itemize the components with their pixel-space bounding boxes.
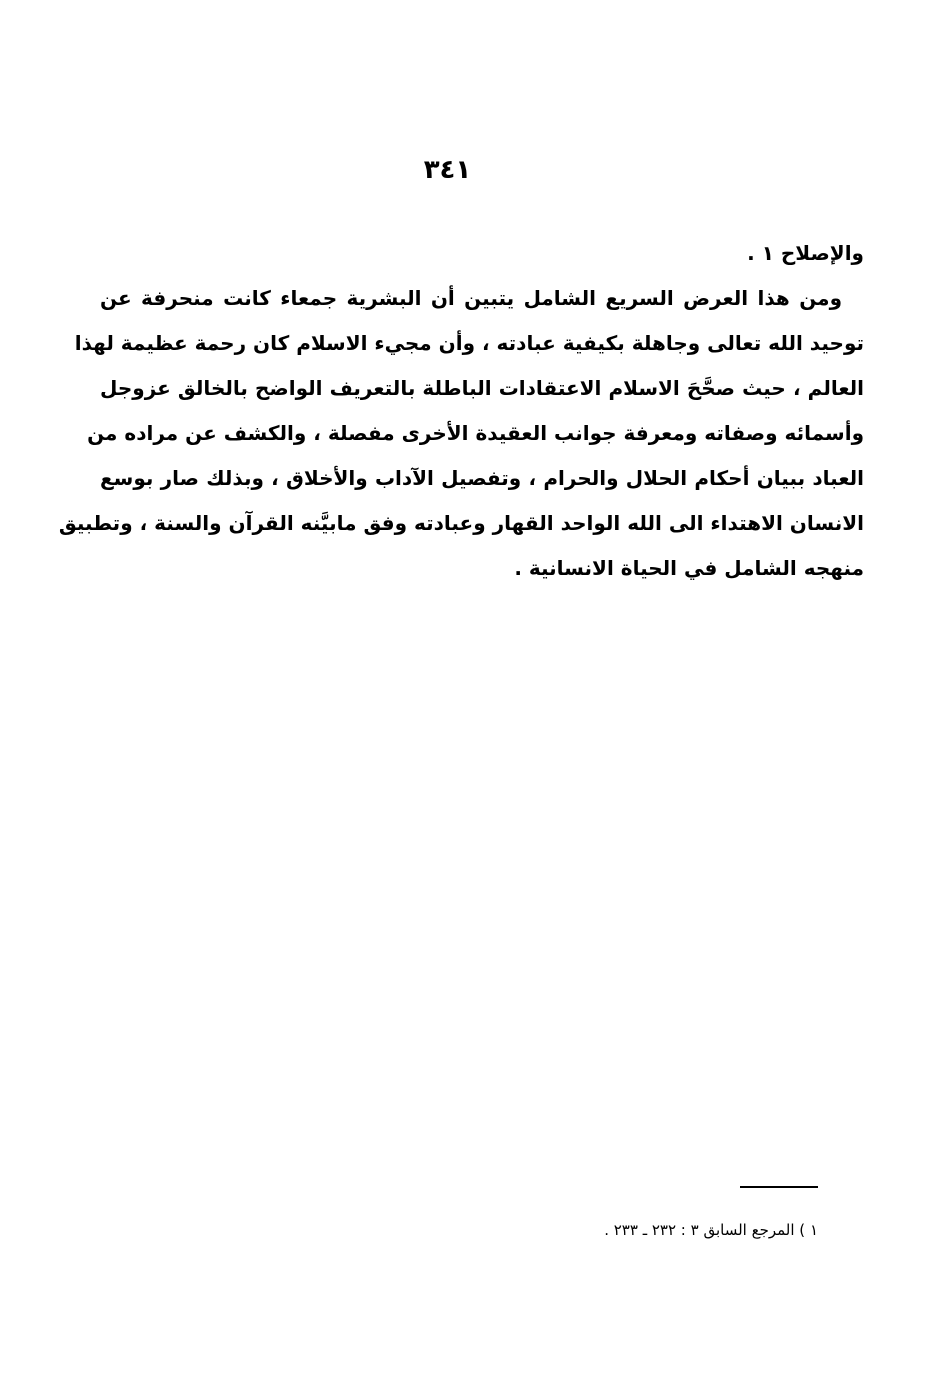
text-line: والإصلاح ١ . xyxy=(747,241,864,265)
footnote-divider xyxy=(740,1186,818,1188)
text-line: وأسمائه وصفاته ومعرفة جوانب العقيدة الأخرى مفصلة ، والكشف عن مراده من xyxy=(87,421,864,445)
text-line: توحيد الله تعالى وجاهلة بكيفية عبادته ، وأن مجيء الاسلام كان رحمة عظيمة لهذا xyxy=(74,331,864,355)
text-line: الانسان الاهتداء الى الله الواحد القهار وعبادته وفق مابيَّنه القرآن والسنة ، وتطبيق xyxy=(58,511,864,535)
text-line: منهجه الشامل في الحياة الانسانية . xyxy=(514,556,864,580)
text-line: العالم ، حيث صحَّحَ الاسلام الاعتقادات الباطلة بالتعريف الواضح بالخالق عزوجل xyxy=(100,376,864,400)
text-line: العباد ببيان أحكام الحلال والحرام ، وتفصيل الآداب والأخلاق ، وبذلك صار بوسع xyxy=(100,466,864,490)
footnote: ١ ) المرجع السابق ٣ : ٢٣٢ ـ ٢٣٣ . xyxy=(604,1221,818,1239)
page-number: ٣٤١ xyxy=(423,155,472,185)
body-text xyxy=(58,231,864,591)
text-line xyxy=(100,276,864,321)
text-line-content: ومن هذا العرض السريع الشامل يتبين أن البشرية جمعاء كانت منحرفة عن xyxy=(100,286,842,310)
